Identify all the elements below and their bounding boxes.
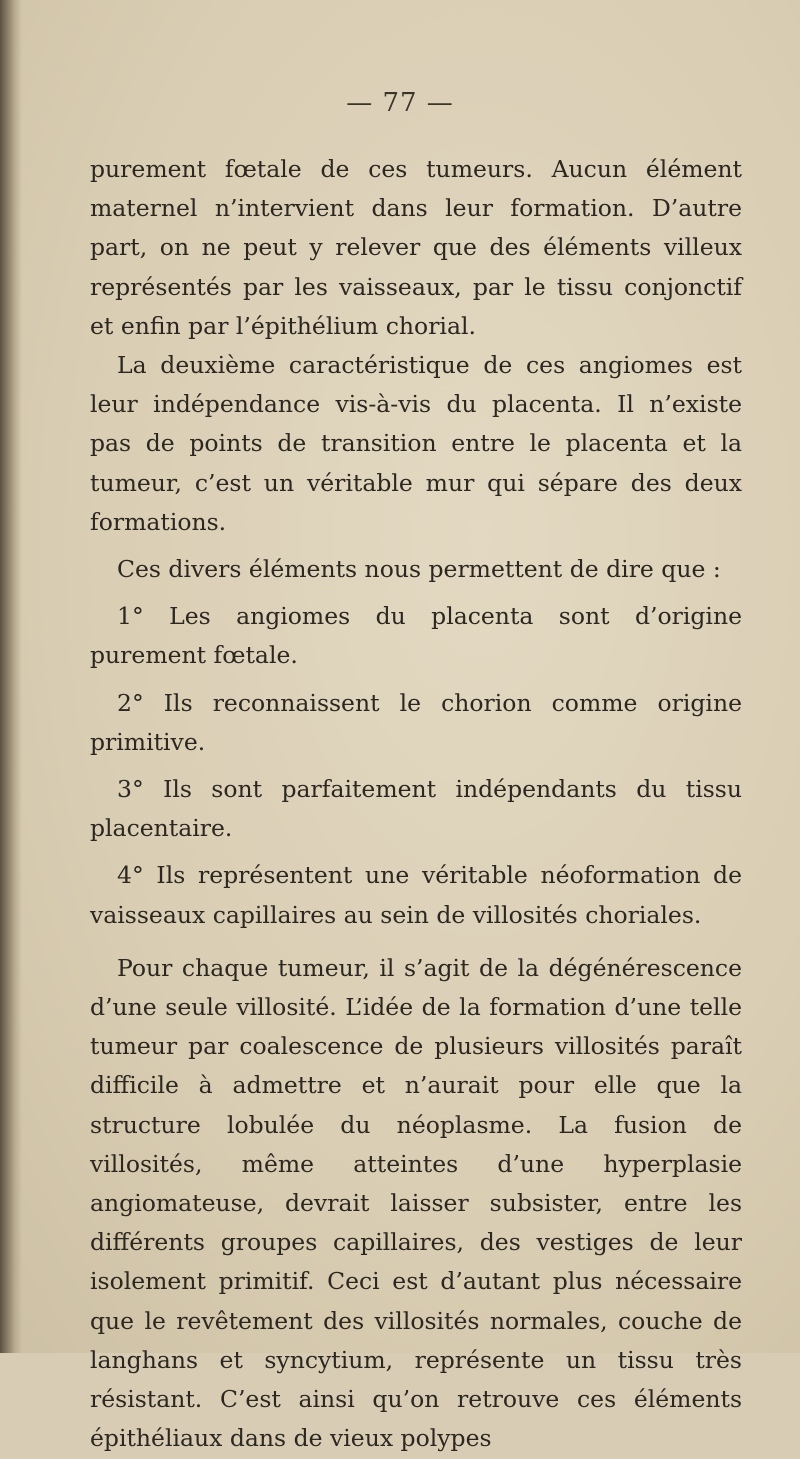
paragraph: Ces divers éléments nous permettent de dire que : bbox=[117, 555, 721, 584]
page-text bbox=[90, 150, 742, 1459]
page-binding-edge bbox=[0, 0, 22, 1353]
list-item: 2° Ils reconnaissent le chorion comme origine primitive. bbox=[90, 688, 742, 756]
paragraph: Pour chaque tumeur, il s’agit de la dégénérescence d’une seule villosité. L’idée de la formation d’une telle tumeur par coalescence de plusieurs villosités paraît difficile à admettre et n’aurait pour elle que la structure lobulée du néoplasme. La fusion de villosités, même atteintes d’une hyperplasie angiomateuse, devrait laisser subsister, entre les différents groupes capillaires, des vestiges de leur isolement primitif. Ceci est d’autant plus nécessaire que le revêtement des villosités normales, couche de langhans et syncytium, représente un tissu très résistant. C’est ainsi qu’on retrouve ces éléments épithéliaux dans de vieux polypes bbox=[90, 953, 742, 1453]
list-item: 1° Les angiomes du placenta sont d’origine purement fœtale. bbox=[90, 602, 742, 670]
page-number: — 77 — bbox=[346, 88, 454, 118]
paragraph: purement fœtale de ces tumeurs. Aucun élément maternel n’intervient dans leur formation. D’autre part, on ne peut y relever que des éléments villeux représentés par les vaisseaux, par le tissu conjonctif et enfin par l’épithélium chorial. bbox=[90, 155, 742, 340]
list-item: 4° Ils représentent une véritable néoformation de vaisseaux capillaires au sein de villosités choriales. bbox=[90, 861, 742, 929]
list-item: 3° Ils sont parfaitement indépendants du tissu placentaire. bbox=[90, 775, 742, 843]
paragraph: La deuxième caractéristique de ces angiomes est leur indépendance vis-à-vis du placenta. Il n’existe pas de points de transition entre le placenta et la tumeur, c’est un véritable mur qui sépare des deux formations. bbox=[90, 351, 742, 536]
